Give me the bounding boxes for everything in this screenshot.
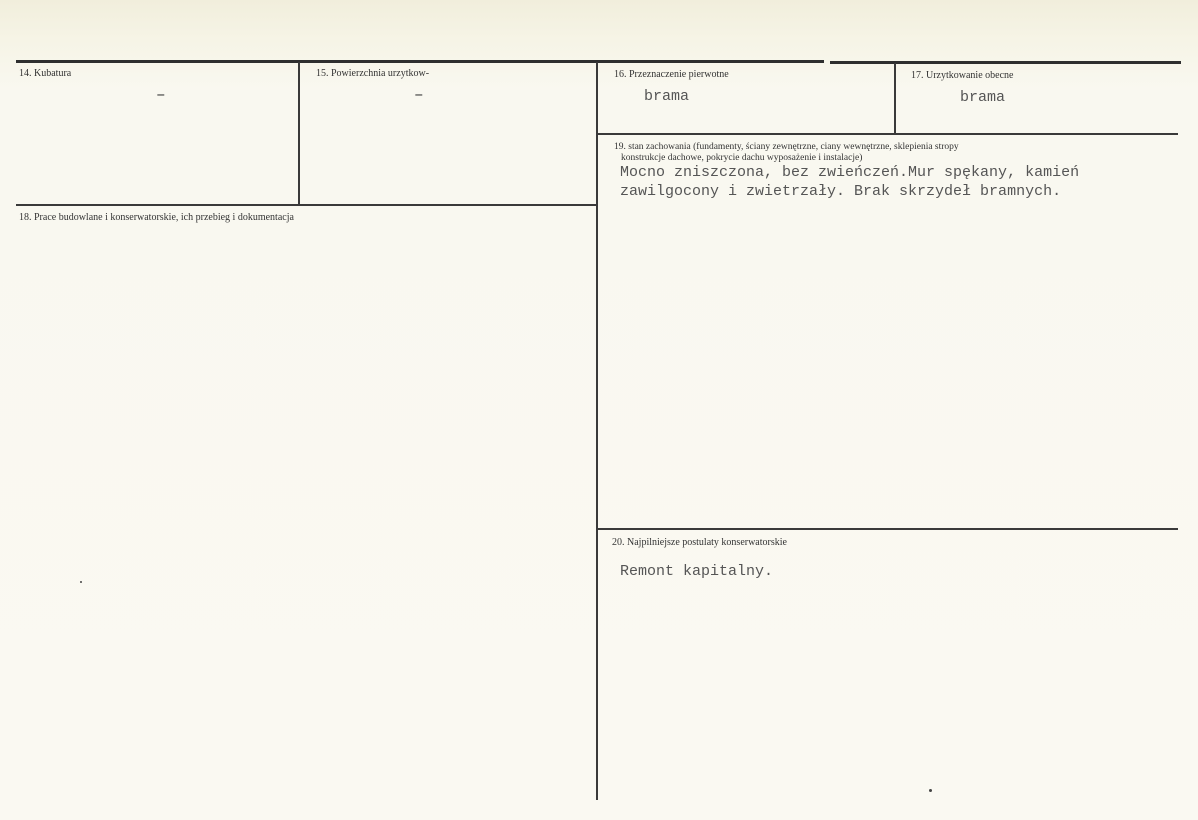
field-19-value-line2: zawilgocony i zwietrzały. Brak skrzydeł bramnych. — [620, 183, 1062, 200]
paper-speck — [929, 789, 932, 792]
rule-under-14-15 — [16, 204, 596, 206]
field-19-value-line1: Mocno zniszczona, bez zwieńczeń.Mur spękany, kamień — [620, 164, 1080, 181]
field-19-label-line2: konstrukcje dachowe, pokrycie dachu wyposażenie i instalacje) — [621, 153, 863, 163]
field-20-value: Remont kapitalny. — [620, 563, 774, 580]
divider-14-15 — [298, 62, 300, 205]
field-20-label: 20. Najpilniejsze postulaty konserwatorskie — [612, 537, 787, 548]
field-16-value: brama — [644, 88, 690, 105]
field-19-label-line1: 19. stan zachowania (fundamenty, ściany zewnętrzne, ciany wewnętrzne, sklepienia stropy — [614, 142, 959, 152]
field-17-value: brama — [960, 89, 1006, 106]
rule-under-19 — [598, 528, 1178, 530]
field-15-label: 15. Powierzchnia urzytkow‑ — [316, 68, 430, 79]
main-divider — [596, 62, 598, 800]
top-rule-right — [830, 61, 1181, 64]
paper-speck — [80, 581, 82, 583]
top-rule-left — [16, 60, 824, 63]
field-17-label: 17. Urzytkowanie obecne — [911, 70, 1014, 81]
field-16-label: 16. Przeznaczenie pierwotne — [614, 69, 729, 80]
divider-16-17 — [894, 63, 896, 134]
field-18-label: 18. Prace budowlane i konserwatorskie, ich przebieg i dokumentacja — [19, 212, 294, 223]
field-14-label: 14. Kubatura — [19, 68, 72, 79]
rule-under-16-17 — [598, 133, 1178, 135]
field-15-value: – — [414, 86, 424, 104]
field-14-value: – — [156, 86, 166, 104]
